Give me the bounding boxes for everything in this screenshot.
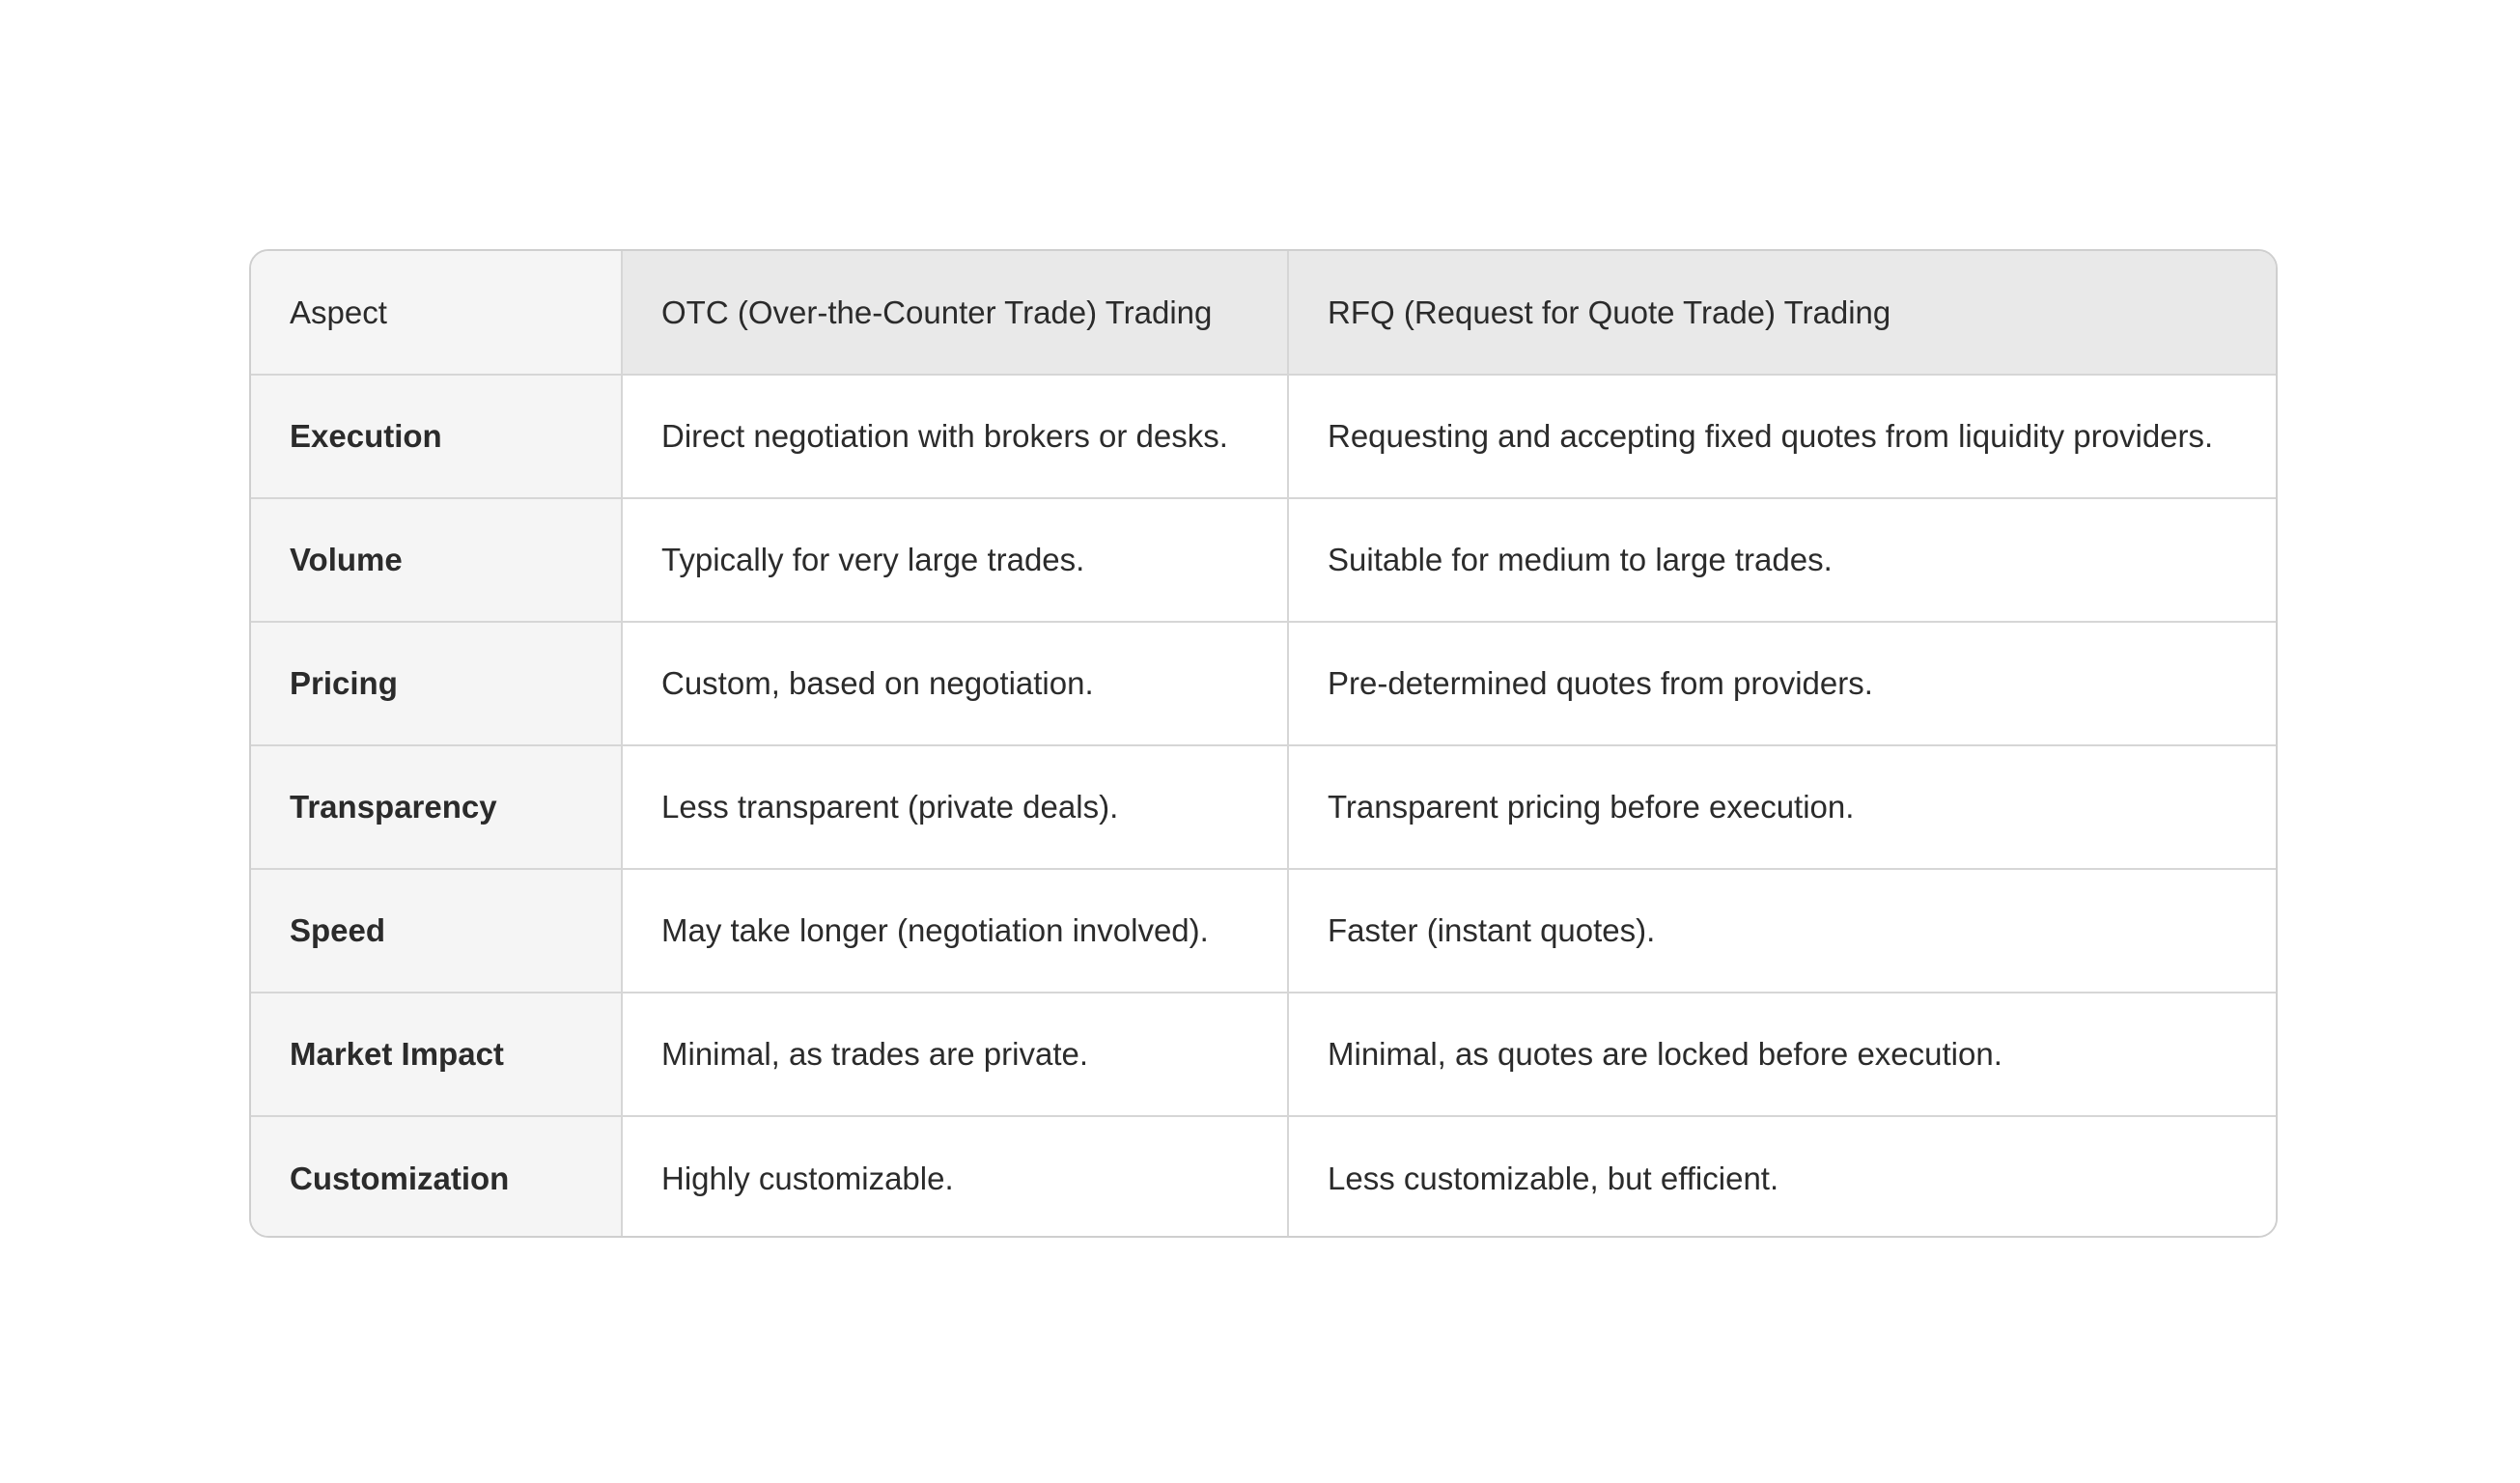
header-rfq: RFQ (Request for Quote Trade) Trading xyxy=(1288,251,2276,375)
table-row xyxy=(251,375,2276,498)
row-rfq-value: Suitable for medium to large trades. xyxy=(1288,498,2276,622)
comparison-table xyxy=(251,251,2276,1238)
table-row xyxy=(251,745,2276,869)
row-rfq-value: Transparent pricing before execution. xyxy=(1288,745,2276,869)
row-aspect-label: Transparency xyxy=(251,745,622,869)
row-otc-value: Direct negotiation with brokers or desks. xyxy=(622,375,1288,498)
row-otc-value: Custom, based on negotiation. xyxy=(622,622,1288,745)
row-rfq-value: Minimal, as quotes are locked before execution. xyxy=(1288,993,2276,1116)
table-row xyxy=(251,869,2276,993)
row-rfq-value: Less customizable, but efficient. xyxy=(1288,1116,2276,1238)
row-otc-value: Minimal, as trades are private. xyxy=(622,993,1288,1116)
row-otc-value: Less transparent (private deals). xyxy=(622,745,1288,869)
table-header-row xyxy=(251,251,2276,375)
row-otc-value: Typically for very large trades. xyxy=(622,498,1288,622)
row-aspect-label: Volume xyxy=(251,498,622,622)
row-rfq-value: Pre-determined quotes from providers. xyxy=(1288,622,2276,745)
table-row xyxy=(251,993,2276,1116)
header-otc: OTC (Over-the-Counter Trade) Trading xyxy=(622,251,1288,375)
table-row xyxy=(251,1116,2276,1238)
row-aspect-label: Customization xyxy=(251,1116,622,1238)
row-aspect-label: Speed xyxy=(251,869,622,993)
row-aspect-label: Execution xyxy=(251,375,622,498)
row-rfq-value: Faster (instant quotes). xyxy=(1288,869,2276,993)
header-aspect: Aspect xyxy=(251,251,622,375)
table-row xyxy=(251,498,2276,622)
table-row xyxy=(251,622,2276,745)
row-rfq-value: Requesting and accepting fixed quotes from liquidity providers. xyxy=(1288,375,2276,498)
row-otc-value: May take longer (negotiation involved). xyxy=(622,869,1288,993)
comparison-table-container xyxy=(249,249,2278,1238)
row-aspect-label: Pricing xyxy=(251,622,622,745)
row-aspect-label: Market Impact xyxy=(251,993,622,1116)
row-otc-value: Highly customizable. xyxy=(622,1116,1288,1238)
